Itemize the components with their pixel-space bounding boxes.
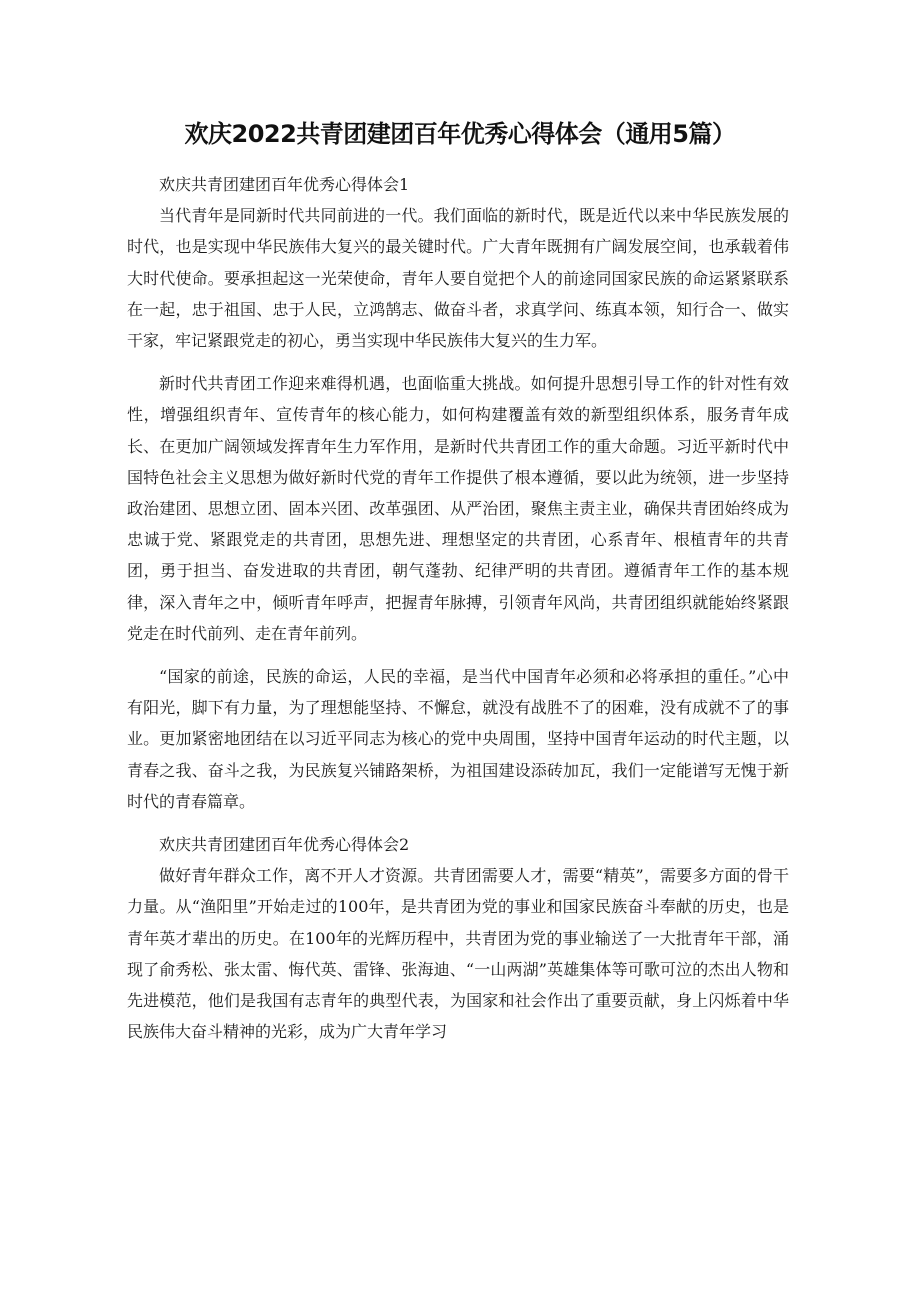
section-2	[127, 829, 789, 1047]
document-title: 欢庆2022共青团建团百年优秀心得体会（通用5篇）	[184, 120, 736, 148]
paragraph: 做好青年群众工作，离不开人才资源。共青团需要人才，需要“精英”，需要多方面的骨干力量。从“渔阳里”开始走过的100年，是共青团为党的事业和国家民族奋斗奉献的历史，也是青年英才辈出的历史。在100年的光辉历程中，共青团为党的事业输送了一大批青年干部，涌现了俞秀松、张太雷、悔代英、雷锋、张海迪、“一山两湖”英雄集体等可歌可泣的杰出人物和先进模范，他们是我国有志青年的典型代表，为国家和社会作出了重要贡献，身上闪烁着中华民族伟大奋斗精神的光彩，成为广大青年学习	[127, 866, 789, 1042]
paragraph: “国家的前途，民族的命运，人民的幸福，是当代中国青年必须和必将承担的重任。”心中有阳光，脚下有力量，为了理想能坚持、不懈怠，就没有战胜不了的困难，没有成就不了的事业。更加紧密地团结在以习近平同志为核心的党中央周围，坚持中国青年运动的时代主题，以青春之我、奋斗之我，为民族复兴铺路架桥，为祖国建设添砖加瓦，我们一定能谱写无愧于新时代的青春篇章。	[127, 667, 789, 811]
document-body	[127, 169, 789, 1047]
section-heading: 欢庆共青团建团百年优秀心得体会2	[159, 835, 410, 855]
paragraph: 当代青年是同新时代共同前进的一代。我们面临的新时代，既是近代以来中华民族发展的时代，也是实现中华民族伟大复兴的最关键时代。广大青年既拥有广阔发展空间，也承载着伟大时代使命。要承担起这一光荣使命，青年人要自觉把个人的前途同国家民族的命运紧紧联系在一起，忠于祖国、忠于人民，立鸿鹄志、做奋斗者，求真学问、练真本领，知行合一、做实干家，牢记紧跟党走的初心，勇当实现中华民族伟大复兴的生力军。	[127, 206, 789, 351]
section-1	[127, 169, 789, 817]
paragraph: 新时代共青团工作迎来难得机遇，也面临重大挑战。如何提升思想引导工作的针对性有效性，增强组织青年、宣传青年的核心能力，如何构建覆盖有效的新型组织体系，服务青年成长、在更加广阔领域发挥青年生力军作用，是新时代共青团工作的重大命题。习近平新时代中国特色社会主义思想为做好新时代党的青年工作提供了根本遵循，要以此为统领，进一步坚持政治建团、思想立团、固本兴团、改革强团、从严治团，聚焦主责主业，确保共青团始终成为忠诚于党、紧跟党走的共青团，思想先进、理想坚定的共青团，心系青年、根植青年的共青团，勇于担当、奋发进取的共青团，朝气蓬勃、纪律严明的共青团。遵循青年工作的基本规律，深入青年之中，倾听青年呼声，把握青年脉搏，引领青年风尚，共青团组织就能始终紧跟党走在时代前列、走在青年前列。	[127, 374, 789, 643]
section-heading: 欢庆共青团建团百年优秀心得体会1	[159, 175, 410, 194]
